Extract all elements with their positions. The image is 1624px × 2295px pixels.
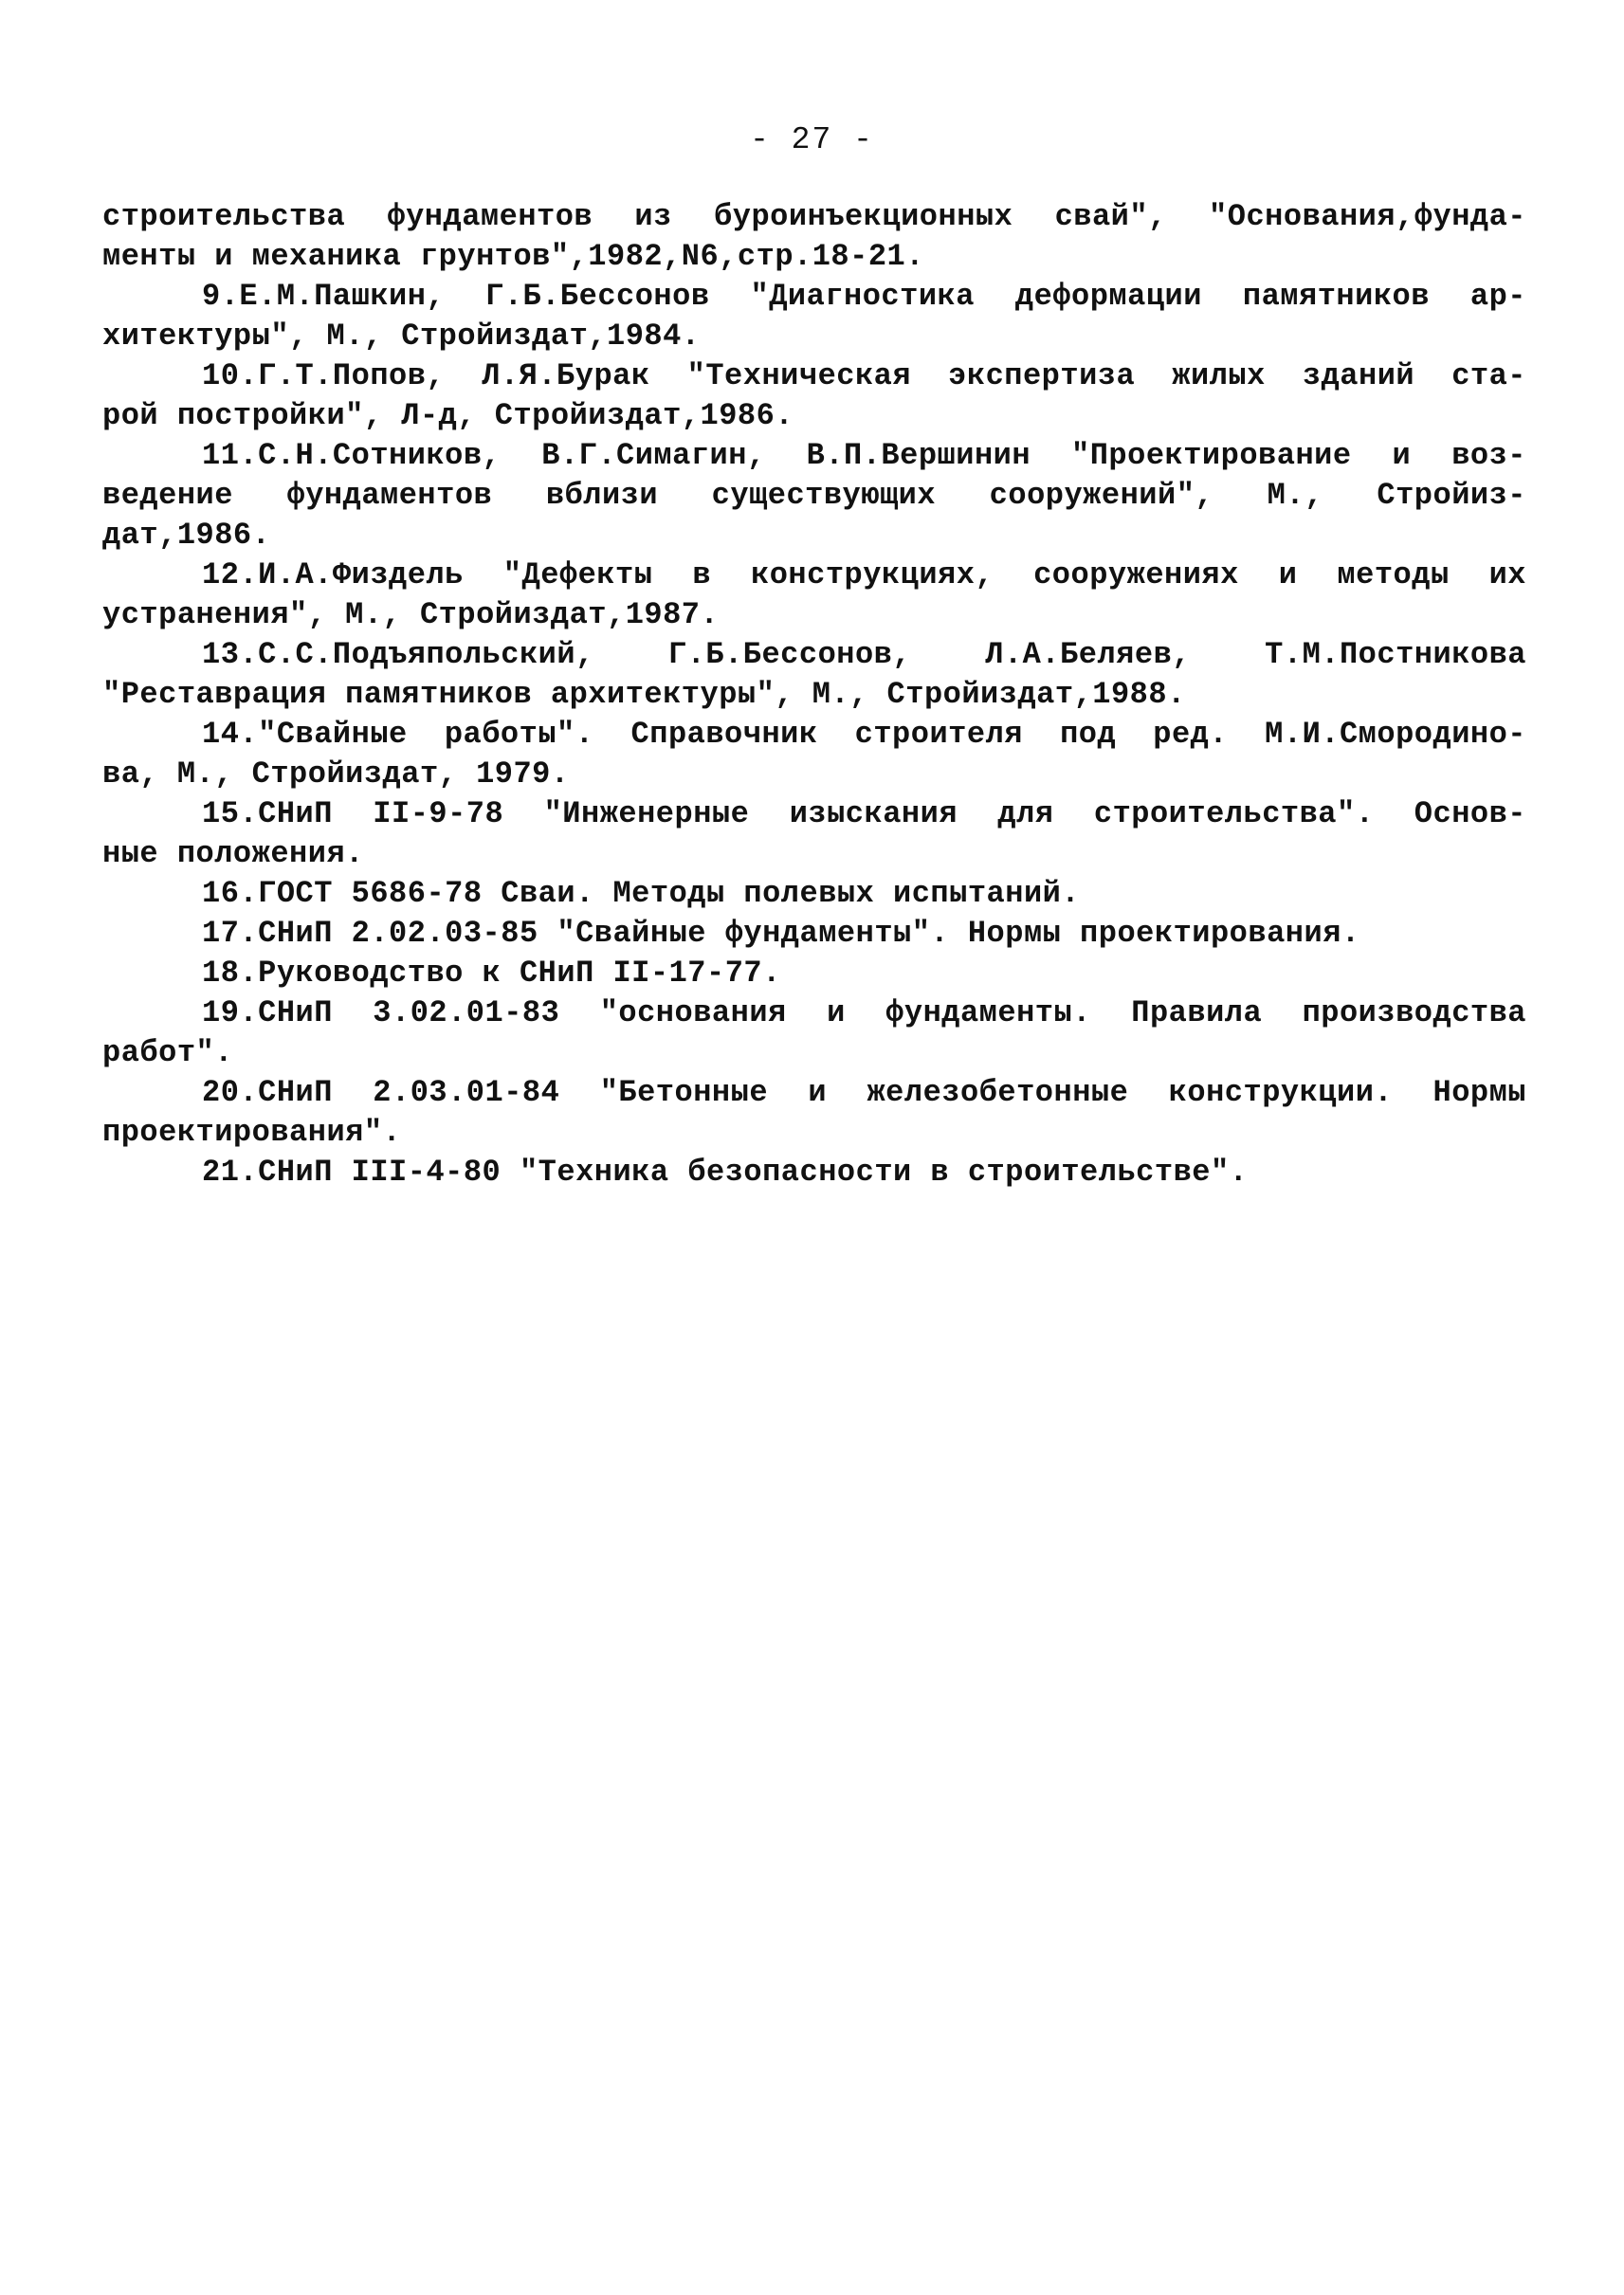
reference-continuation bbox=[102, 197, 1526, 277]
page-number: - 27 - bbox=[750, 122, 874, 157]
reference-line: рой постройки", Л-д, Стройиздат,1986. bbox=[102, 398, 794, 433]
reference-line: 19.СНиП 3.02.01-83 "основания и фундаменты. Правила производства bbox=[202, 995, 1526, 1030]
reference-item bbox=[102, 436, 1526, 556]
reference-item bbox=[102, 954, 1526, 993]
reference-line: хитектуры", М., Стройиздат,1984. bbox=[102, 319, 701, 354]
reference-line: 17.СНиП 2.02.03-85 "Свайные фундаменты". Нормы проектирования. bbox=[202, 916, 1360, 951]
reference-line: работ". bbox=[102, 1035, 233, 1070]
reference-item bbox=[102, 1153, 1526, 1193]
reference-line: ведение фундаментов вблизи существующих сооружений", М., Стройиз- bbox=[102, 478, 1526, 513]
reference-line: "Реставрация памятников архитектуры", М., Стройиздат,1988. bbox=[102, 677, 1186, 712]
reference-line: 16.ГОСТ 5686-78 Сваи. Методы полевых испытаний. bbox=[202, 876, 1081, 911]
reference-item bbox=[102, 914, 1526, 954]
reference-line: 15.СНиП II-9-78 "Инженерные изыскания для строительства". Основ- bbox=[202, 796, 1526, 831]
reference-line: 11.С.Н.Сотников, В.Г.Симагин, В.П.Вершинин "Проектирование и воз- bbox=[202, 438, 1526, 473]
reference-line: строительства фундаментов из буроинъекционных свай", "Основания,фунда- bbox=[102, 199, 1526, 234]
reference-line: 14."Свайные работы". Справочник строителя под ред. М.И.Смородино- bbox=[202, 717, 1526, 752]
reference-line: ва, М., Стройиздат, 1979. bbox=[102, 756, 570, 792]
reference-list bbox=[102, 197, 1526, 1193]
reference-item bbox=[102, 715, 1526, 794]
reference-item bbox=[102, 277, 1526, 356]
reference-line: 12.И.А.Физдель "Дефекты в конструкциях, сооружениях и методы их bbox=[202, 557, 1526, 592]
reference-item bbox=[102, 556, 1526, 635]
reference-item bbox=[102, 874, 1526, 914]
reference-line: 9.Е.М.Пашкин, Г.Б.Бессонов "Диагностика деформации памятников ар- bbox=[202, 279, 1526, 314]
reference-item bbox=[102, 1073, 1526, 1153]
reference-line: 21.СНиП III-4-80 "Техника безопасности в строительстве". bbox=[202, 1155, 1249, 1190]
reference-line: 13.С.С.Подъяпольский, Г.Б.Бессонов, Л.А.Беляев, Т.М.Постникова bbox=[202, 637, 1526, 672]
reference-line: 10.Г.Т.Попов, Л.Я.Бурак "Техническая экспертиза жилых зданий ста- bbox=[202, 358, 1526, 393]
reference-line: ные положения. bbox=[102, 836, 364, 871]
reference-line: дат,1986. bbox=[102, 518, 271, 553]
reference-line: 20.СНиП 2.03.01-84 "Бетонные и железобетонные конструкции. Нормы bbox=[202, 1075, 1526, 1110]
reference-item bbox=[102, 794, 1526, 874]
reference-item bbox=[102, 356, 1526, 436]
reference-line: проектирования". bbox=[102, 1115, 402, 1150]
reference-line: менты и механика грунтов",1982,N6,стр.18-21. bbox=[102, 239, 924, 274]
reference-item bbox=[102, 635, 1526, 715]
reference-line: устранения", М., Стройиздат,1987. bbox=[102, 597, 720, 632]
reference-line: 18.Руководство к СНиП II-17-77. bbox=[202, 956, 781, 991]
reference-item bbox=[102, 993, 1526, 1073]
